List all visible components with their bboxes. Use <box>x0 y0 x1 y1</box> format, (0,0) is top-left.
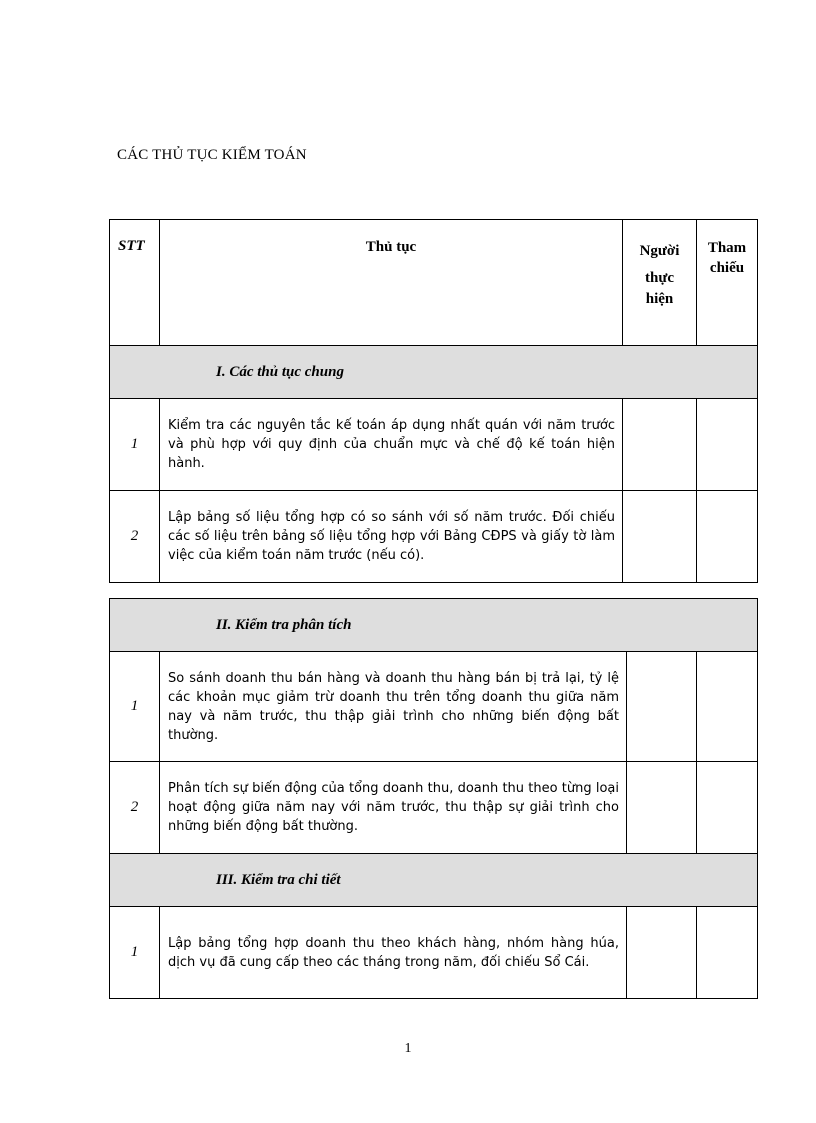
row-reference-cell <box>697 652 758 762</box>
row-reference-cell <box>697 399 758 491</box>
header-reference-line1: Tham <box>707 240 747 256</box>
section-row <box>110 346 758 399</box>
header-performer-line2: thực <box>645 270 674 286</box>
row-procedure-text: Kiểm tra các nguyên tắc kế toán áp dụng nhất quán với năm trước và phù hợp với quy định của chuẩn mực và chế độ kế toán hiện hành. <box>160 399 623 491</box>
header-reference <box>697 220 758 346</box>
row-performer-cell <box>627 762 697 854</box>
row-procedure-text: Lập bảng tổng hợp doanh thu theo khách hàng, nhóm hàng húa, dịch vụ đã cung cấp theo các tháng trong năm, đối chiếu Sổ Cái. <box>160 907 627 999</box>
header-performer-line3: hiện <box>645 291 674 307</box>
table-row <box>110 652 758 762</box>
row-performer-cell <box>623 491 697 583</box>
section-title: I. Các thủ tục chung <box>110 346 758 399</box>
row-performer-cell <box>627 652 697 762</box>
row-performer-cell <box>627 907 697 999</box>
table-row <box>110 907 758 999</box>
row-reference-cell <box>697 491 758 583</box>
row-performer-cell <box>623 399 697 491</box>
section-title: II. Kiểm tra phân tích <box>110 599 758 652</box>
row-procedure-text: Phân tích sự biến động của tổng doanh thu, doanh thu theo từng loại hoạt động giữa năm nay với năm trước, thu thập sự giải trình cho những biến động bất thường. <box>160 762 627 854</box>
audit-procedures-table-2 <box>109 598 758 999</box>
row-procedure-text: Lập bảng số liệu tổng hợp có so sánh với số năm trước. Đối chiếu các số liệu trên bảng số liệu tổng hợp với Bảng CĐPS và giấy tờ làm việc của kiểm toán năm trước (nếu có). <box>160 491 623 583</box>
row-reference-cell <box>697 907 758 999</box>
header-performer <box>623 220 697 346</box>
header-stt: STT <box>110 220 160 346</box>
row-number: 2 <box>110 491 160 583</box>
table-row <box>110 491 758 583</box>
row-reference-cell <box>697 762 758 854</box>
section-row <box>110 599 758 652</box>
header-reference-line2: chiếu <box>709 260 745 276</box>
table-row <box>110 762 758 854</box>
table-header-row <box>110 220 758 346</box>
row-number: 1 <box>110 399 160 491</box>
row-number: 1 <box>110 652 160 762</box>
row-number: 2 <box>110 762 160 854</box>
audit-procedures-table-1 <box>109 219 758 583</box>
row-procedure-text: So sánh doanh thu bán hàng và doanh thu hàng bán bị trả lại, tỷ lệ các khoản mục giảm trừ doanh thu trên tổng doanh thu giữa năm nay và năm trước, thu thập giải trình cho những biến động bất thường. <box>160 652 627 762</box>
section-row <box>110 854 758 907</box>
header-procedure: Thủ tục <box>160 220 623 346</box>
document-title: CÁC THỦ TỤC KIỂM TOÁN <box>117 147 307 163</box>
section-title: III. Kiểm tra chi tiết <box>110 854 758 907</box>
table-row <box>110 399 758 491</box>
row-number: 1 <box>110 907 160 999</box>
header-performer-line1: Người <box>639 243 680 259</box>
page-number: 1 <box>404 1041 412 1056</box>
